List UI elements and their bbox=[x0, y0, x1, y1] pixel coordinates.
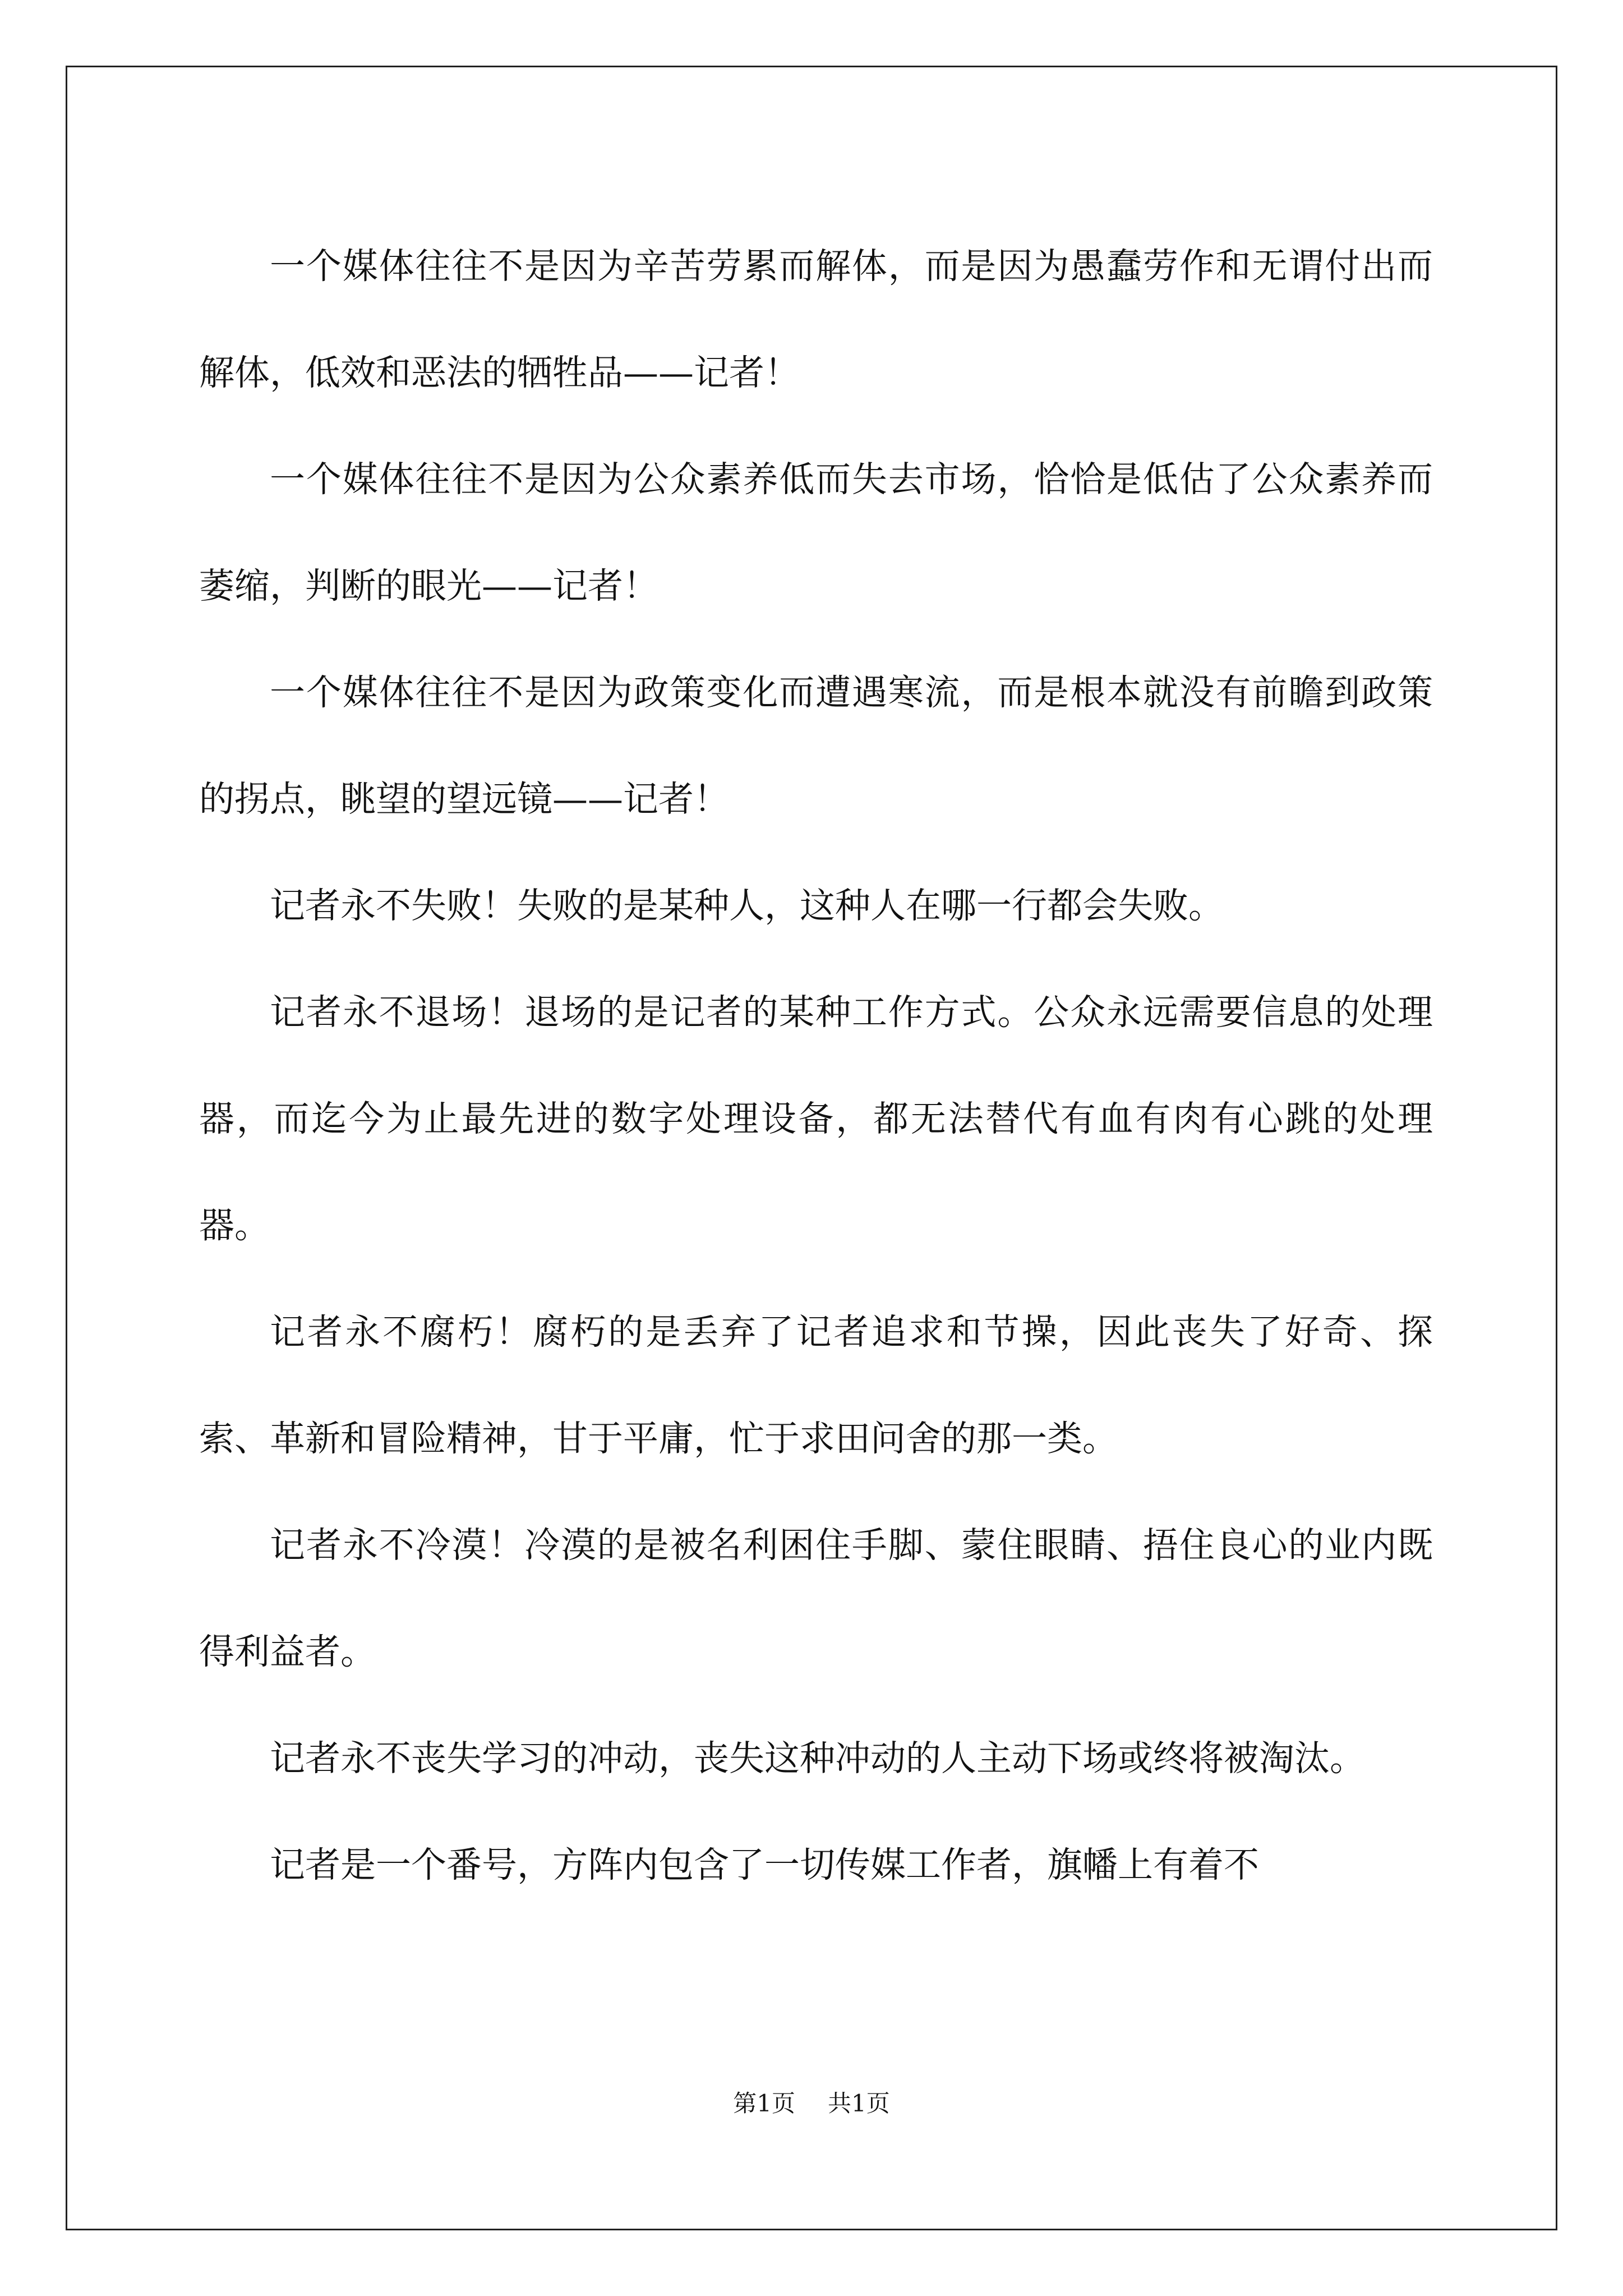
paragraph-5: 记者永不退场！退场的是记者的某种工作方式。公众永远需要信息的处理器，而迄今为止最先进的数字处理设备，都无法替代有血有肉有心跳的处理器。 bbox=[199, 992, 1433, 1246]
paragraph-2: 一个媒体往往不是因为公众素养低而失去市场，恰恰是低估了公众素养而萎缩，判断的眼光——记者！ bbox=[199, 459, 1433, 606]
paragraph-7: 记者永不冷漠！冷漠的是被名利困住手脚、蒙住眼睛、捂住良心的业内既得利益者。 bbox=[199, 1525, 1433, 1672]
paragraph-3: 一个媒体往往不是因为政策变化而遭遇寒流，而是根本就没有前瞻到政策的拐点，眺望的望远镜——记者！ bbox=[199, 672, 1433, 820]
paragraph-1: 一个媒体往往不是因为辛苦劳累而解体，而是因为愚蠢劳作和无谓付出而解体，低效和恶法的牺牲品——记者！ bbox=[199, 246, 1433, 393]
page-number: 第1页 bbox=[733, 2090, 795, 2117]
paragraph-4: 记者永不失败！失败的是某种人，这种人在哪一行都会失败。 bbox=[270, 885, 1224, 926]
paragraph-8: 记者永不丧失学习的冲动，丧失这种冲动的人主动下场或终将被淘汰。 bbox=[270, 1738, 1365, 1779]
page-total: 共1页 bbox=[828, 2090, 890, 2117]
paragraph-9: 记者是一个番号，方阵内包含了一切传媒工作者，旗幡上有着不 bbox=[270, 1844, 1259, 1885]
paragraph-6: 记者永不腐朽！腐朽的是丢弃了记者追求和节操，因此丧失了好奇、探索、革新和冒险精神，甘于平庸，忙于求田问舍的那一类。 bbox=[199, 1312, 1433, 1459]
page-footer bbox=[0, 2090, 1623, 2118]
document-body bbox=[199, 213, 1433, 1918]
